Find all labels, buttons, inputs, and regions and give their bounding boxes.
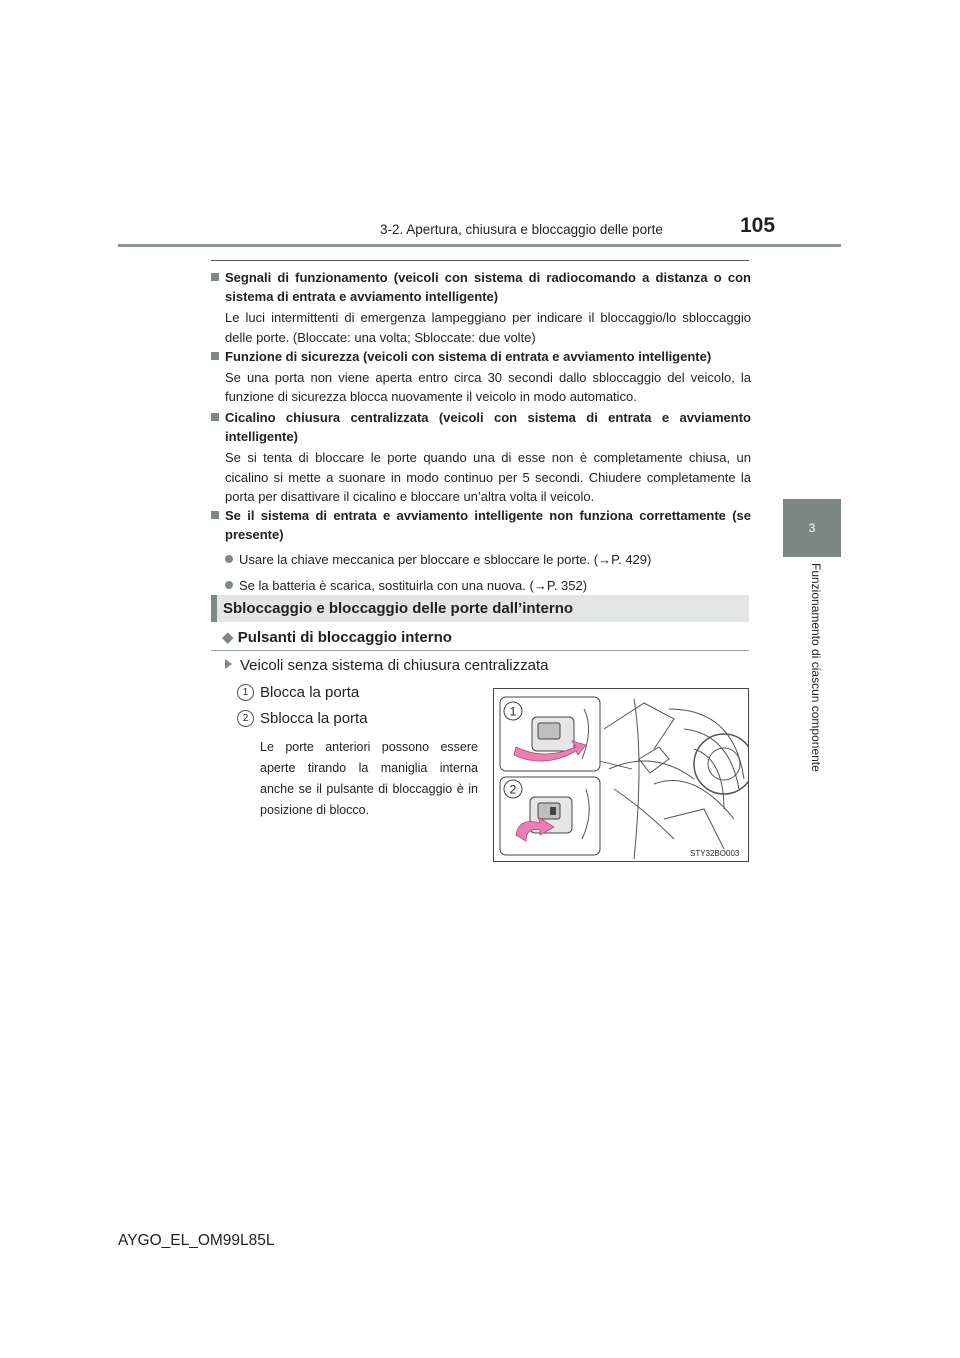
info-item bbox=[211, 408, 751, 506]
info-item-heading: Cicalino chiusura centralizzata (veicoli con sistema di entrata e avviamento intelligente) bbox=[225, 410, 751, 445]
step-item bbox=[237, 710, 368, 727]
square-bullet-icon bbox=[211, 273, 219, 281]
info-item-heading: Funzione di sicurezza (veicoli con sistema di entrata e avviamento intelligente) bbox=[225, 349, 712, 364]
door-lock-drawing bbox=[494, 689, 749, 862]
page-number: 105 bbox=[740, 214, 776, 237]
round-bullet-icon bbox=[225, 581, 233, 589]
step-item bbox=[237, 684, 359, 701]
square-bullet-icon bbox=[211, 511, 219, 519]
door-lock-illustration bbox=[493, 688, 749, 862]
figure-callout-2: 2 bbox=[509, 782, 517, 797]
footer-manual-code: AYGO_EL_OM99L85L bbox=[118, 1232, 275, 1249]
header-rule bbox=[118, 244, 841, 247]
figure-code: STY32BO003 bbox=[690, 849, 740, 858]
subsection-heading-text: Pulsanti di bloccaggio interno bbox=[237, 629, 452, 646]
info-item-heading: Se il sistema di entrata e avviamento intelligente non funziona correttamente (se presente) bbox=[225, 508, 751, 543]
step-text: Sblocca la porta bbox=[260, 710, 368, 727]
subsection-heading bbox=[222, 628, 452, 646]
bullet-text: Usare la chiave meccanica per bloccare e sbloccare le porte. (→P. 429) bbox=[239, 552, 652, 568]
content-top-rule bbox=[211, 260, 749, 261]
subsection-rule bbox=[211, 650, 749, 651]
triangle-right-icon bbox=[225, 659, 232, 669]
chapter-tab-number: 3 bbox=[808, 521, 816, 535]
variant-row bbox=[225, 657, 548, 674]
chapter-tab-label: Funzionamento di ciascun componente bbox=[809, 563, 823, 772]
square-bullet-icon bbox=[211, 413, 219, 421]
square-bullet-icon bbox=[211, 352, 219, 360]
info-item bbox=[211, 347, 751, 407]
variant-row-text: Veicoli senza sistema di chiusura centralizzata bbox=[240, 657, 549, 674]
figure-callout-1: 1 bbox=[509, 704, 517, 719]
step-text: Blocca la porta bbox=[260, 684, 360, 701]
info-item-body: Le luci intermittenti di emergenza lampeggiano per indicare il bloccaggio/lo sbloccaggio delle porte. (Bloccate: una volta; Sbloccate: due volte) bbox=[225, 310, 751, 345]
bullet-text: Se la batteria è scarica, sostituirla con una nuova. (→P. 352) bbox=[239, 577, 588, 593]
section-heading: Sbloccaggio e bloccaggio delle porte dall’interno bbox=[223, 600, 574, 617]
info-item-body: Se si tenta di bloccare le porte quando una di esse non è completamente chiusa, un cicalino si mette a suonare in modo continuo per 5 secondi. Chiudere completamente la porta per disattivare il cicalino e bloccare un’altra volta il veicolo. bbox=[225, 450, 751, 504]
diamond-icon: ◆ bbox=[222, 629, 234, 646]
step-number: 2 bbox=[237, 710, 254, 727]
header-section-title: 3-2. Apertura, chiusura e bloccaggio delle porte bbox=[380, 222, 663, 237]
round-bullet-icon bbox=[225, 555, 233, 563]
step-number: 1 bbox=[237, 684, 254, 701]
info-item-heading: Segnali di funzionamento (veicoli con sistema di radiocomando a distanza o con sistema di entrata e avviamento intelligente) bbox=[225, 270, 751, 305]
info-item-body: Se una porta non viene aperta entro circa 30 secondi dallo sbloccaggio del veicolo, la funzione di sicurezza blocca nuovamente il veicolo in modo automatico. bbox=[225, 370, 751, 405]
info-item bbox=[211, 506, 751, 595]
note-text: Le porte anteriori possono essere aperte tirando la maniglia interna anche se il pulsante di bloccaggio è in posizione di blocco. bbox=[260, 740, 478, 817]
info-item bbox=[211, 268, 751, 347]
